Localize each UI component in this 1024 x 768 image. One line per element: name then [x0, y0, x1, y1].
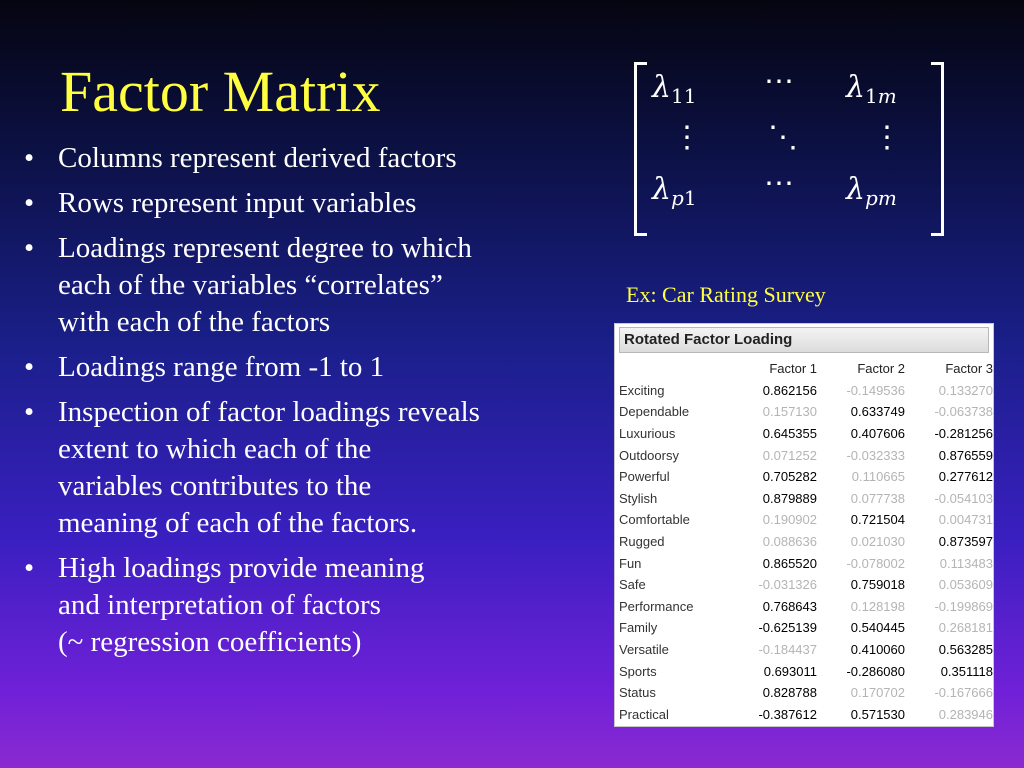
loading-table — [619, 358, 993, 725]
loading-value: 0.540445 — [850, 620, 905, 636]
table-row — [619, 660, 993, 682]
bullet-line: each of the variables “correlates” — [58, 269, 443, 301]
loading-value: 0.407606 — [850, 426, 905, 442]
matrix-cell-bottom-left: $\lambda_{p1}$ — [652, 172, 697, 210]
loading-value: 0.277612 — [938, 469, 993, 485]
loading-value: -0.031326 — [758, 577, 817, 593]
loading-value: 0.705282 — [762, 469, 817, 485]
table-row — [619, 401, 993, 423]
loading-value: 0.828788 — [762, 685, 817, 701]
variable-name: Dependable — [619, 404, 690, 420]
table-row — [619, 531, 993, 553]
table-row — [619, 682, 993, 704]
table-row — [619, 617, 993, 639]
bullet-list — [22, 140, 612, 669]
variable-name: Sports — [619, 663, 657, 679]
table-row — [619, 444, 993, 466]
bullet-item — [22, 394, 612, 542]
table-row — [619, 423, 993, 445]
loading-value: -0.286080 — [846, 663, 905, 679]
loading-value: 0.563285 — [938, 642, 993, 658]
table-row — [619, 509, 993, 531]
loading-value: 0.865520 — [762, 555, 817, 571]
loading-value: 0.110665 — [851, 469, 905, 485]
column-header-factor-2: Factor 2 — [857, 361, 905, 377]
bullet-item — [22, 550, 612, 661]
loading-value: -0.167666 — [934, 685, 993, 701]
loading-value: 0.190902 — [762, 512, 817, 528]
bullet-line: • Rows represent input variables — [58, 187, 417, 219]
matrix-vdots-right: ⋮ — [872, 120, 902, 155]
bullet-line: and interpretation of factors — [58, 589, 381, 621]
table-row — [619, 596, 993, 618]
loading-value: 0.645355 — [762, 426, 817, 442]
matrix-cell-top-right: $\lambda_{1m}$ — [846, 70, 897, 108]
table-row — [619, 574, 993, 596]
loading-value: 0.410060 — [850, 642, 905, 658]
loading-value: -0.149536 — [846, 382, 905, 398]
table-row — [619, 488, 993, 510]
matrix-ddots: ⋱ — [768, 120, 798, 155]
variable-name: Exciting — [619, 382, 665, 398]
loading-value: -0.625139 — [758, 620, 817, 636]
table-row — [619, 552, 993, 574]
loading-value: -0.054103 — [934, 490, 993, 506]
bullet-line: (~ regression coefficients) — [58, 626, 362, 658]
variable-name: Luxurious — [619, 426, 676, 442]
bullet-item — [22, 230, 612, 341]
loading-value: -0.184437 — [758, 642, 817, 658]
loading-value: 0.571530 — [850, 706, 905, 722]
loading-value: 0.879889 — [762, 490, 817, 506]
variable-name: Powerful — [619, 469, 670, 485]
matrix-left-bracket — [634, 62, 647, 236]
loading-value: 0.071252 — [762, 447, 817, 463]
rotated-factor-loading-panel — [614, 323, 994, 727]
variable-name: Stylish — [619, 490, 658, 506]
table-header-row — [619, 358, 993, 380]
loading-value: 0.077738 — [850, 490, 905, 506]
loading-value: 0.088636 — [762, 534, 817, 550]
bullet-item — [22, 185, 612, 222]
loading-value: 0.876559 — [938, 447, 993, 463]
column-header-factor-1: Factor 1 — [769, 361, 817, 377]
bullet-line: • Inspection of factor loadings reveals — [58, 396, 480, 428]
loading-value: 0.862156 — [762, 382, 817, 398]
variable-name: Practical — [619, 706, 669, 722]
table-row — [619, 704, 993, 726]
loading-value: 0.693011 — [763, 663, 817, 679]
variable-name: Outdoorsy — [619, 447, 679, 463]
panel-title: Rotated Factor Loading — [619, 327, 989, 353]
slide-title: Factor Matrix — [60, 59, 381, 124]
factor-matrix-notation — [634, 62, 944, 232]
matrix-right-bracket — [931, 62, 944, 236]
matrix-hdots-bottom: ⋯ — [764, 166, 794, 201]
bullet-line: • High loadings provide meaning — [58, 552, 425, 584]
bullet-line: • Loadings represent degree to which — [58, 232, 472, 264]
example-caption: Ex: Car Rating Survey — [626, 282, 826, 307]
loading-value: -0.199869 — [934, 598, 993, 614]
variable-name: Fun — [619, 555, 642, 571]
variable-name: Status — [619, 685, 656, 701]
loading-value: 0.004731 — [938, 512, 993, 528]
loading-value: 0.759018 — [850, 577, 905, 593]
loading-value: -0.078002 — [846, 555, 905, 571]
matrix-cell-top-left: $\lambda_{11}$ — [652, 70, 697, 108]
variable-name: Versatile — [619, 642, 669, 658]
variable-column-header — [619, 358, 729, 380]
matrix-cell-bottom-right: $\lambda_{pm}$ — [846, 172, 897, 210]
loading-value: 0.021030 — [850, 534, 905, 550]
bullet-line: extent to which each of the — [58, 433, 372, 465]
loading-value: 0.157130 — [762, 404, 817, 420]
table-row — [619, 466, 993, 488]
loading-value: 0.170702 — [850, 685, 905, 701]
loading-value: 0.873597 — [938, 534, 993, 550]
bullet-item — [22, 349, 612, 386]
loading-value: 0.053609 — [938, 577, 993, 593]
bullet-line: with each of the factors — [58, 306, 331, 338]
loading-value: -0.063738 — [934, 404, 993, 420]
loading-value: 0.768643 — [762, 598, 817, 614]
loading-value: 0.721504 — [850, 512, 905, 528]
bullet-line: meaning of each of the factors. — [58, 507, 418, 539]
variable-name: Performance — [619, 598, 694, 614]
loading-value: -0.281256 — [934, 426, 993, 442]
loading-value: -0.387612 — [758, 706, 817, 722]
variable-name: Comfortable — [619, 512, 690, 528]
matrix-hdots-top: ⋯ — [764, 64, 794, 99]
variable-name: Rugged — [619, 534, 665, 550]
variable-name: Family — [619, 620, 658, 636]
loading-value: 0.113483 — [939, 555, 993, 571]
loading-value: 0.283946 — [938, 706, 993, 722]
matrix-vdots-left: ⋮ — [672, 120, 702, 155]
column-header-factor-3: Factor 3 — [945, 361, 993, 377]
loading-value: -0.032333 — [846, 447, 905, 463]
loading-value: 0.351118 — [940, 663, 993, 679]
bullet-line: • Columns represent derived factors — [58, 142, 457, 174]
loading-value: 0.268181 — [938, 620, 993, 636]
variable-name: Safe — [619, 577, 646, 593]
bullet-line: • Loadings range from -1 to 1 — [58, 351, 385, 383]
loading-value: 0.633749 — [850, 404, 905, 420]
bullet-line: variables contributes to the — [58, 470, 372, 502]
loading-value: 0.133270 — [938, 382, 993, 398]
loading-value: 0.128198 — [850, 598, 905, 614]
table-row — [619, 639, 993, 661]
bullet-item — [22, 140, 612, 177]
table-row — [619, 380, 993, 402]
